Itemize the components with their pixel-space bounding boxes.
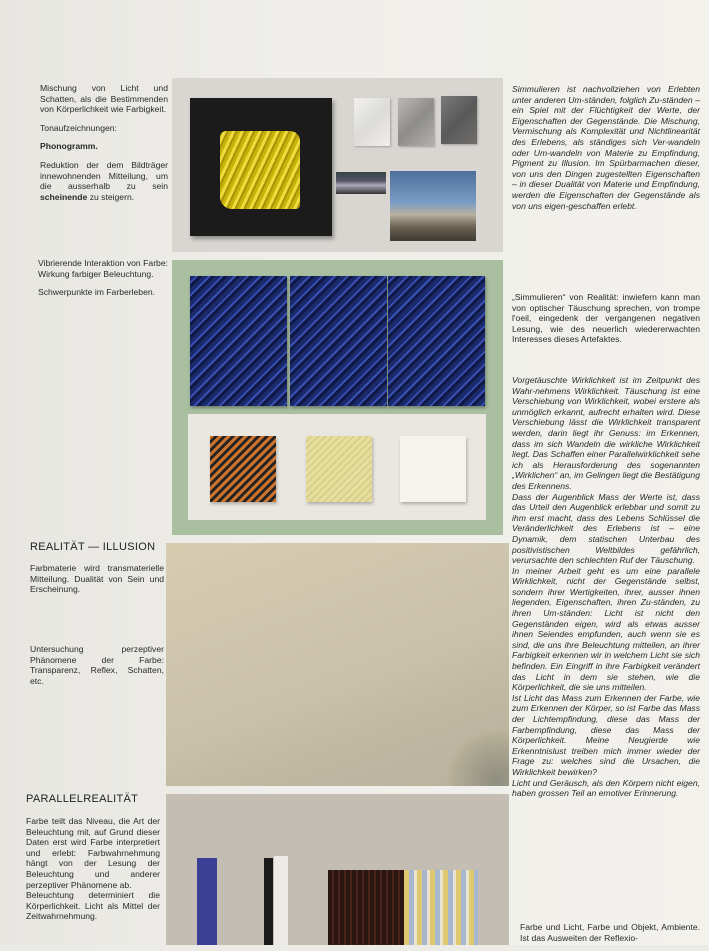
- building-photo: [390, 171, 476, 241]
- text-reduktion: [40, 160, 168, 202]
- text-licht-mass: Ist Licht das Mass zum Erkennen der Farbe, wie zum Erkennen der Körper, so ist Farbe das Mass der Lichtempfindung, diese das Mass der Farbempfindung, diese das Mass der Körperlichkeit. Meine Neugierde wie Erkenntnislust treiben mich immer wieder der Frage zu: welches sind die Ursachen, die Wirklichkeit bewirken?: [512, 692, 700, 777]
- striped-panel-2: [290, 276, 387, 406]
- right-block-4: [520, 922, 700, 951]
- folded-paper-white: [354, 98, 390, 146]
- blue-bar: [197, 858, 217, 945]
- right-block-1: [512, 84, 700, 219]
- photo-color-bars: [166, 794, 509, 945]
- text-vorgetaeuschte: Vorgetäuschte Wirklichkeit ist im Zeitpunkt des Wahr-nehmens Wirklichkeit. Täuschung ist eine Verschiebung von Wirklichkeit, wobei erstere als unmöglich erkannt, aufrecht erhalten wird. Diese Verschiebung lässt die Wirklichkeit transparent werden, darin liegt ihr Genuss: im Erkennen, dass im sich Wandeln die wirkliche Wirklichkeit liegt. Das Schaffen einer Parallelwirklichkeit sehe ich als Herausforderung des sogenannten „Wirklichen“ an, im Gelingen liegt die Bestätigung des Erkennens.: [512, 375, 700, 491]
- sample-cream: [306, 436, 372, 502]
- text-farbe-teilt: Farbe teilt das Niveau, die Art der Beleuchtung mit, auf Grund dieser Daten erst wird Farbe interpretiert und erlebt: Farbwahrnehmung hängt von der Lesung der Beleuchtung und anderer perzeptiver Phänomene ab.: [26, 816, 160, 890]
- text-simmulieren: Simmulieren ist nachvollziehen von Erlebten unter anderen Um-ständen, folglich Zu-ständen – ein Spiel mit der Flüchtigkeit der Werte, der Eigenschaften der Gegenstände. Die Mischung, Vermischung als Komplexität und Nichtlinearität des Erlebens, als ständiges sich Ver-wandeln oder Um-wandeln von Materie zu Empfindung, Pigment zu Illusion. Im Spürbarmachen dieser, von uns den Dingen zugestellten Eigenschaften – in dieser Dualität von Materie und Empfindung, werden die Eigenschaften der Gegenstände als von uns eigen-geschaffen erlebt.: [512, 84, 700, 211]
- striped-panel-1: [190, 276, 287, 406]
- small-building-photo: [336, 172, 386, 194]
- sample-orange-stripes: [210, 436, 276, 502]
- text-schwerpunkte: Schwerpunkte im Farberleben.: [38, 287, 156, 298]
- text-farbe-licht: Farbe und Licht, Farbe und Objekt, Ambiente. Ist das Ausweiten der Reflexio-: [520, 922, 700, 943]
- left-block-4: [30, 644, 164, 694]
- text-vibrierende: Vibrierende Interaktion von Farbe: Wirkung farbiger Beleuchtung.: [38, 258, 168, 279]
- water-reflection: [449, 726, 509, 786]
- striped-panel-3: [388, 276, 485, 406]
- sample-white: [400, 436, 466, 502]
- text-meine-arbeit: In meiner Arbeit geht es um eine parallele Wirklichkeit, nicht der Gegenstände selbst, sondern ihrer Wertigkeiten, ihrer, ausser ihnen liegenden, Eigenschaften, ihren Zu-ständen, zu ihren Um-ständen: Licht ist nicht den Gegenständen eigen, wird als etwas ausser ihnen Seiendes empfunden, auch wenn sie es sind, die uns ihre Beleuchtung mitteilen, an ihrer Farbigkeit erkennen wir in welchem Licht sie sich befinden. Ein Eingriff in ihre Farbigkeit verändert das Licht in dem sie stehen, wie die Körperlichkeit, die sie uns mitteilen.: [512, 565, 700, 693]
- right-block-2: [512, 292, 700, 353]
- yellow-crumpled-sculpture: [220, 131, 300, 209]
- left-block-5: [26, 816, 160, 930]
- text-untersuchung: Untersuchung perzeptiver Phänomene der Farbe: Transparenz, Reflex, Schatten, etc.: [30, 644, 164, 686]
- text-geraeusch: Licht und Geräusch, als den Körpern nicht eigen, haben grossen Teil an emotiver Erinnerung.: [512, 777, 700, 799]
- white-bar: [274, 856, 288, 945]
- photo-phonogram-objects: [172, 78, 503, 252]
- right-block-3: [512, 375, 700, 799]
- text-augenblick: Dass der Augenblick Mass der Werte ist, dass das Urteil den Augenblick erlebbar und somit zu ihm erst macht, dass des Lebens Schlüssel die Veränderlichkeit des Erlebens ist – eine Dynamik, dem statischen Unterbau des positivistischen Weltbildes gefährlich, verursachte den schlechten Ruf der Täuschung.: [512, 491, 700, 566]
- black-framed-box: [190, 98, 332, 236]
- text-reduktion-suffix: zu steigern.: [89, 191, 135, 202]
- heading-realitaet-illusion: REALITÄT — ILLUSION: [30, 541, 156, 553]
- sample-board: [188, 414, 486, 520]
- pastel-striped-block: [404, 870, 478, 945]
- heading-parallelrealitaet: PARALLELREALITÄT: [26, 793, 139, 805]
- text-tonaufzeichnungen: Tonaufzeichnungen:: [40, 122, 117, 133]
- dark-striped-block: [328, 870, 404, 945]
- left-block-2: [38, 258, 168, 306]
- text-reduktion-prefix: Reduktion der dem Bildträger innewohnenden Mitteilung, um die ausserhalb zu sein: [40, 159, 168, 192]
- left-block-3: [30, 563, 164, 603]
- photo-striped-panels: [172, 260, 503, 535]
- text-farbmaterie: Farbmaterie wird transmaterielle Mitteilung. Dualität von Sein und Erscheinung.: [30, 563, 164, 595]
- text-reduktion-bold: scheinende: [40, 191, 88, 202]
- photo-illusion-painting: [166, 543, 509, 786]
- text-light-shadow: Mischung von Licht und Schatten, als die Bestimmenden von Körperlichkeit wie Farbigkeit.: [40, 83, 168, 115]
- folded-paper-grey: [398, 98, 434, 146]
- text-phonogramm: Phonogramm.: [40, 141, 98, 152]
- folded-paper-dark: [441, 96, 477, 144]
- black-bar: [264, 858, 273, 945]
- text-beleuchtung: Beleuchtung determiniert die Körperlichkeit. Licht als Mittel der Zeitwahrnehmung.: [26, 890, 160, 922]
- text-simmulieren-realitaet: „Simmulieren“ von Realität: inwiefern kann man von optischer Täuschung sprechen, von trompe l'oeil, eingedenk der vergangenen negativen Lesung, wie des neuerlich wiedererwachten Interesses dieses Artefaktes.: [512, 292, 700, 345]
- left-block-1: [40, 83, 168, 210]
